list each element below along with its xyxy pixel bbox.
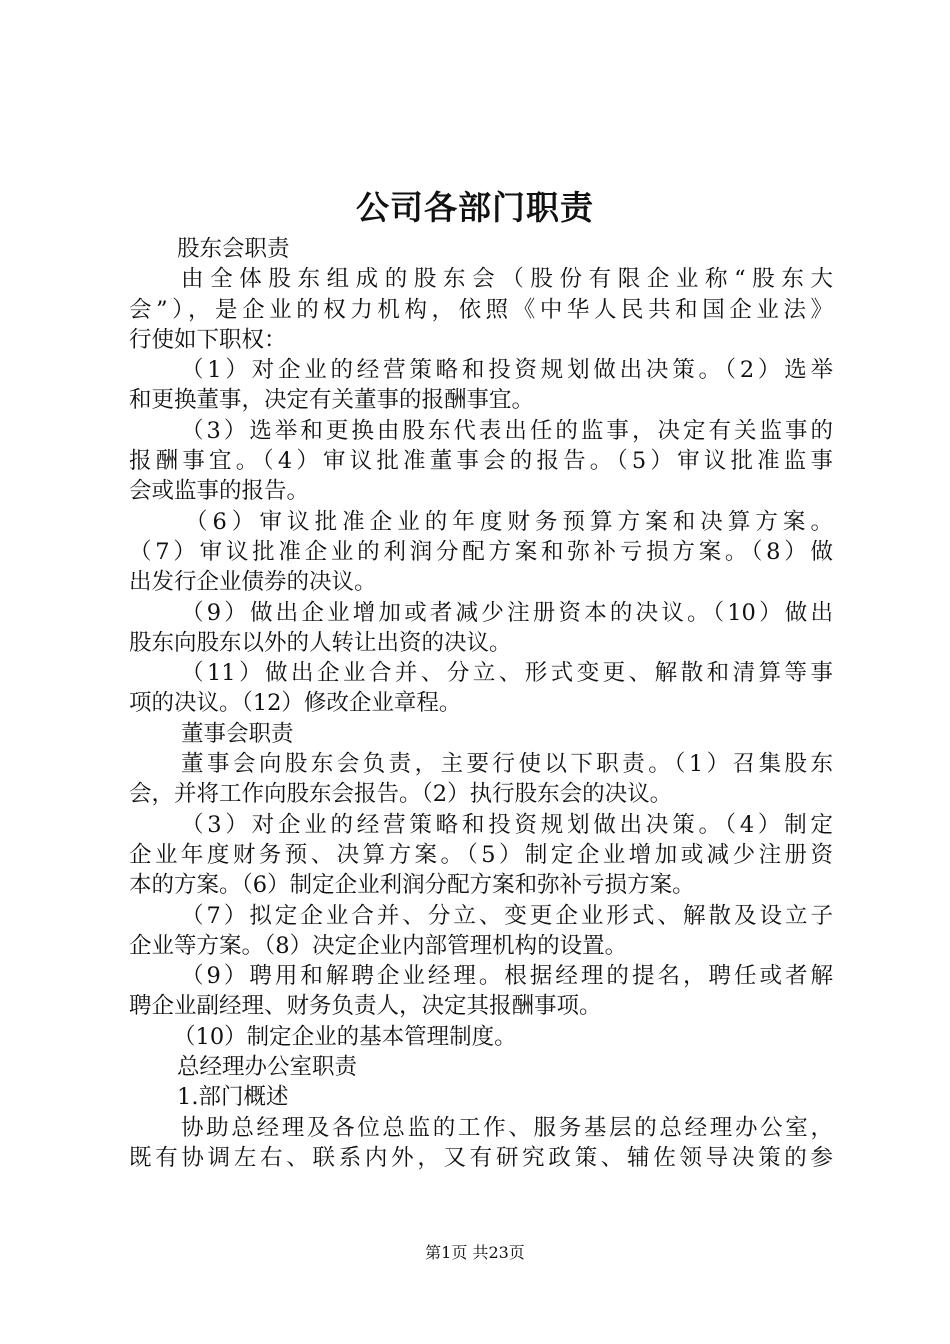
body-line: 报酬事宜。（4）审议批准董事会的报告。（5）审议批准监事 bbox=[129, 448, 833, 475]
body-line: 董事会职责 bbox=[181, 720, 294, 747]
body-line: 会或监事的报告。 bbox=[129, 478, 310, 505]
body-line: 企业等方案。（8）决定企业内部管理机构的设置。 bbox=[129, 932, 628, 959]
body-line: 会”），是企业的权力机构，依照《中华人民共和国企业法》 bbox=[129, 296, 833, 323]
body-line: （11）做出企业合并、分立、形式变更、解散和清算等事 bbox=[181, 660, 833, 687]
body-line: （7）审议批准企业的利润分配方案和弥补亏损方案。（8）做 bbox=[129, 538, 833, 565]
body-line: （9）聘用和解聘企业经理。根据经理的提名，聘任或者解 bbox=[181, 963, 833, 990]
body-line: （3）对企业的经营策略和投资规划做出决策。（4）制定 bbox=[181, 811, 833, 838]
body-line: 聘企业副经理、财务负责人，决定其报酬事项。 bbox=[129, 993, 602, 1020]
body-line: （9）做出企业增加或者减少注册资本的决议。（10）做出 bbox=[181, 599, 833, 626]
body-line: 由全体股东组成的股东会（股份有限企业称“股东大 bbox=[181, 266, 833, 293]
body-line: 本的方案。（6）制定企业利润分配方案和弥补亏损方案。 bbox=[129, 872, 695, 899]
body-line: 出发行企业债券的决议。 bbox=[129, 569, 377, 596]
document-body bbox=[129, 234, 833, 1173]
body-line: 行使如下职权： bbox=[129, 326, 287, 353]
body-line: 协助总经理及各位总监的工作、服务基层的总经理办公室， bbox=[181, 1114, 833, 1141]
body-line: 和更换董事，决定有关董事的报酬事宜。 bbox=[129, 387, 535, 414]
body-line: 项的决议。（12）修改企业章程。 bbox=[129, 690, 462, 717]
document-title: 公司各部门职责 bbox=[356, 188, 594, 227]
body-line: （10）制定企业的基本管理制度。 bbox=[173, 1023, 517, 1050]
body-line: 企业年度财务预、决算方案。（5）制定企业增加或减少注册资 bbox=[129, 841, 833, 868]
body-line: （7）拟定企业合并、分立、变更企业形式、解散及设立子 bbox=[181, 902, 833, 929]
body-line: 会，并将工作向股东会报告。（2）执行股东会的决议。 bbox=[129, 781, 673, 808]
body-line: （3）选举和更换由股东代表出任的监事，决定有关监事的 bbox=[181, 417, 833, 444]
page-footer: 第1页 共23页 bbox=[425, 1243, 525, 1262]
body-line: 董事会向股东会负责，主要行使以下职责。（1）召集股东 bbox=[181, 751, 833, 778]
body-line: 股东会职责 bbox=[177, 236, 290, 262]
body-line: 1.部门概述 bbox=[177, 1084, 289, 1111]
body-line: 总经理办公室职责 bbox=[177, 1054, 358, 1081]
body-line: 既有协调左右、联系内外，又有研究政策、辅佐领导决策的参 bbox=[129, 1144, 833, 1171]
body-line: （6）审议批准企业的年度财务预算方案和决算方案。 bbox=[185, 508, 833, 535]
body-line: 股东向股东以外的人转让出资的决议。 bbox=[129, 629, 512, 656]
body-line: （1）对企业的经营策略和投资规划做出决策。（2）选举 bbox=[181, 357, 833, 384]
